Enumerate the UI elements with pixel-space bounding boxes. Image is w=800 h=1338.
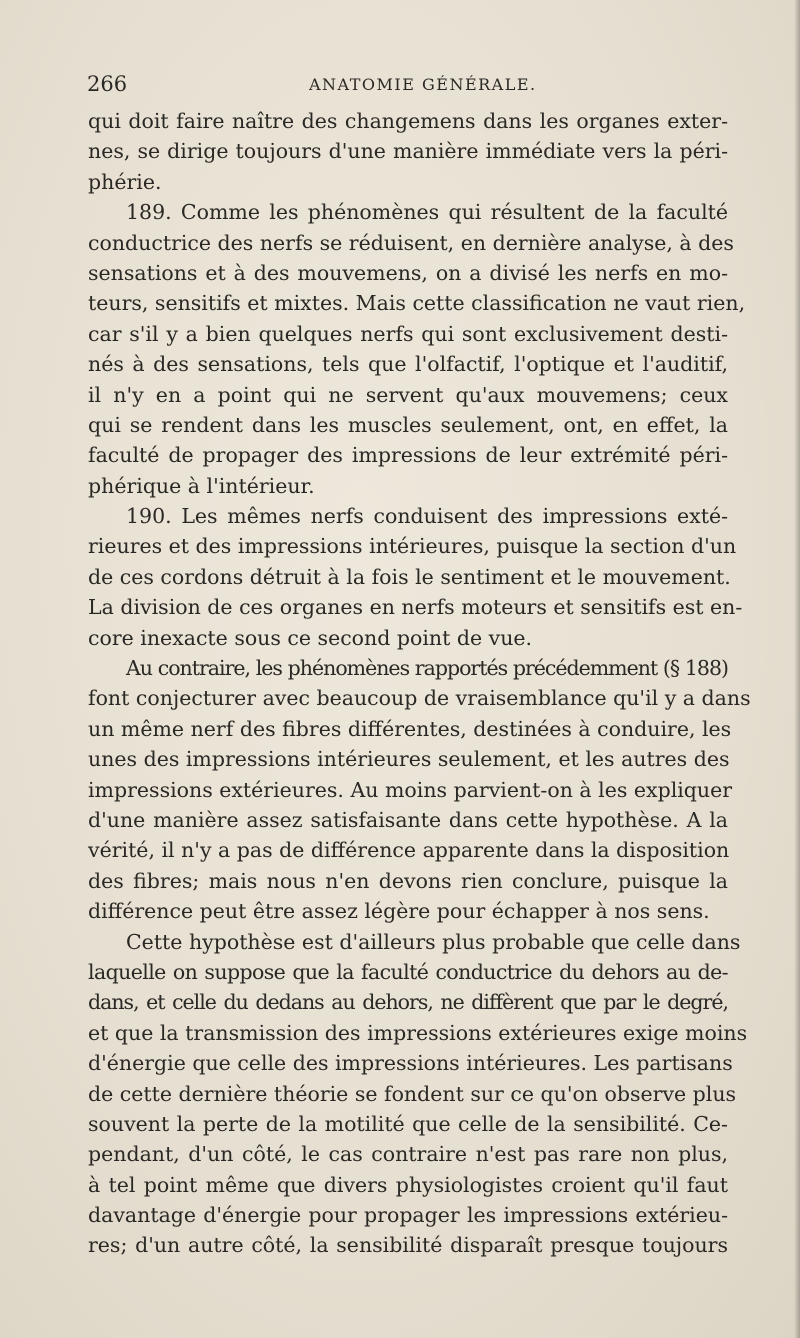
text-line: pendant, d'un côté, le cas contraire n'est pas rare non plus, — [88, 1142, 728, 1167]
text-line: dans, et celle du dedans au dehors, ne diffèrent que par le degré, — [88, 990, 728, 1015]
text-line: de cette dernière théorie se fondent sur ce qu'on observe plus — [88, 1081, 737, 1106]
text-line: laquelle on suppose que la faculté conductrice du dehors au de- — [88, 959, 728, 984]
paragraph-189-start: 189. Comme les phénomènes qui résultent de la faculté — [126, 200, 728, 225]
text-line: à tel point même que divers physiologistes croient qu'il faut — [88, 1172, 728, 1197]
text-line: qui se rendent dans les muscles seulement, ont, en effet, la — [88, 412, 728, 437]
paragraph-start: Cette hypothèse est d'ailleurs plus probable que celle dans — [126, 929, 741, 954]
text-line: car s'il y a bien quelques nerfs qui sont exclusivement desti- — [88, 321, 728, 346]
text-line: vérité, il n'y a pas de différence apparente dans la disposition — [88, 838, 730, 863]
text-line: La division de ces organes en nerfs moteurs et sensitifs est en- — [88, 595, 743, 620]
text-line: font conjecturer avec beaucoup de vraisemblance qu'il y a dans — [88, 686, 751, 711]
text-line: nés à des sensations, tels que l'olfactif, l'optique et l'auditif, — [88, 352, 728, 377]
text-line: qui doit faire naître des changemens dans les organes exter- — [88, 109, 728, 133]
text-line: conductrice des nerfs se réduisent, en dernière analyse, à des — [88, 230, 734, 255]
paragraph-start: Au contraire, les phénomènes rapportés précédemment (§ 188) — [126, 656, 728, 681]
text-line: unes des impressions intérieures seulement, et les autres des — [88, 747, 730, 772]
page-edge-shadow — [794, 0, 800, 1338]
text-line: un même nerf des fibres différentes, destinées à conduire, les — [88, 716, 732, 741]
text-line: rieures et des impressions intérieures, puisque la section d'un — [88, 534, 737, 559]
text-line: davantage d'énergie pour propager les impressions extérieu- — [88, 1203, 728, 1228]
text-line: sensations et à des mouvemens, on a divisé les nerfs en mo- — [88, 260, 728, 285]
text-line: impressions extérieures. Au moins parvient-on à les expliquer — [88, 777, 733, 802]
text-line: res; d'un autre côté, la sensibilité disparaît presque toujours — [88, 1233, 728, 1258]
text-line: nes, se dirige toujours d'une manière immédiate vers la péri- — [88, 139, 728, 164]
paragraph-190-start: 190. Les mêmes nerfs conduisent des impressions exté- — [126, 504, 728, 529]
text-line: faculté de propager des impressions de leur extrémité péri- — [88, 443, 728, 468]
page-header — [87, 72, 727, 98]
text-line: il n'y en a point qui ne servent qu'aux mouvemens; ceux — [88, 382, 728, 407]
text-line: teurs, sensitifs et mixtes. Mais cette classification ne vaut rien, — [88, 291, 746, 316]
page-number: 266 — [87, 72, 128, 96]
running-title: ANATOMIE GÉNÉRALE. — [309, 75, 537, 94]
text-line: différence peut être assez légère pour échapper à nos sens. — [88, 899, 710, 924]
text-line: phérie. — [88, 169, 162, 194]
text-line: souvent la perte de la motilité que celle de la sensibilité. Ce- — [88, 1111, 728, 1136]
text-line: et que la transmission des impressions extérieures exige moins — [88, 1020, 748, 1045]
text-line: phérique à l'intérieur. — [88, 473, 315, 498]
body-text — [88, 106, 751, 1261]
text-line: d'une manière assez satisfaisante dans cette hypothèse. A la — [88, 807, 728, 832]
text-line: des fibres; mais nous n'en devons rien conclure, puisque la — [88, 868, 728, 893]
text-line: d'énergie que celle des impressions intérieures. Les partisans — [88, 1051, 733, 1076]
text-line: core inexacte sous ce second point de vue. — [88, 625, 533, 650]
text-line: de ces cordons détruit à la fois le sentiment et le mouvement. — [88, 564, 731, 589]
